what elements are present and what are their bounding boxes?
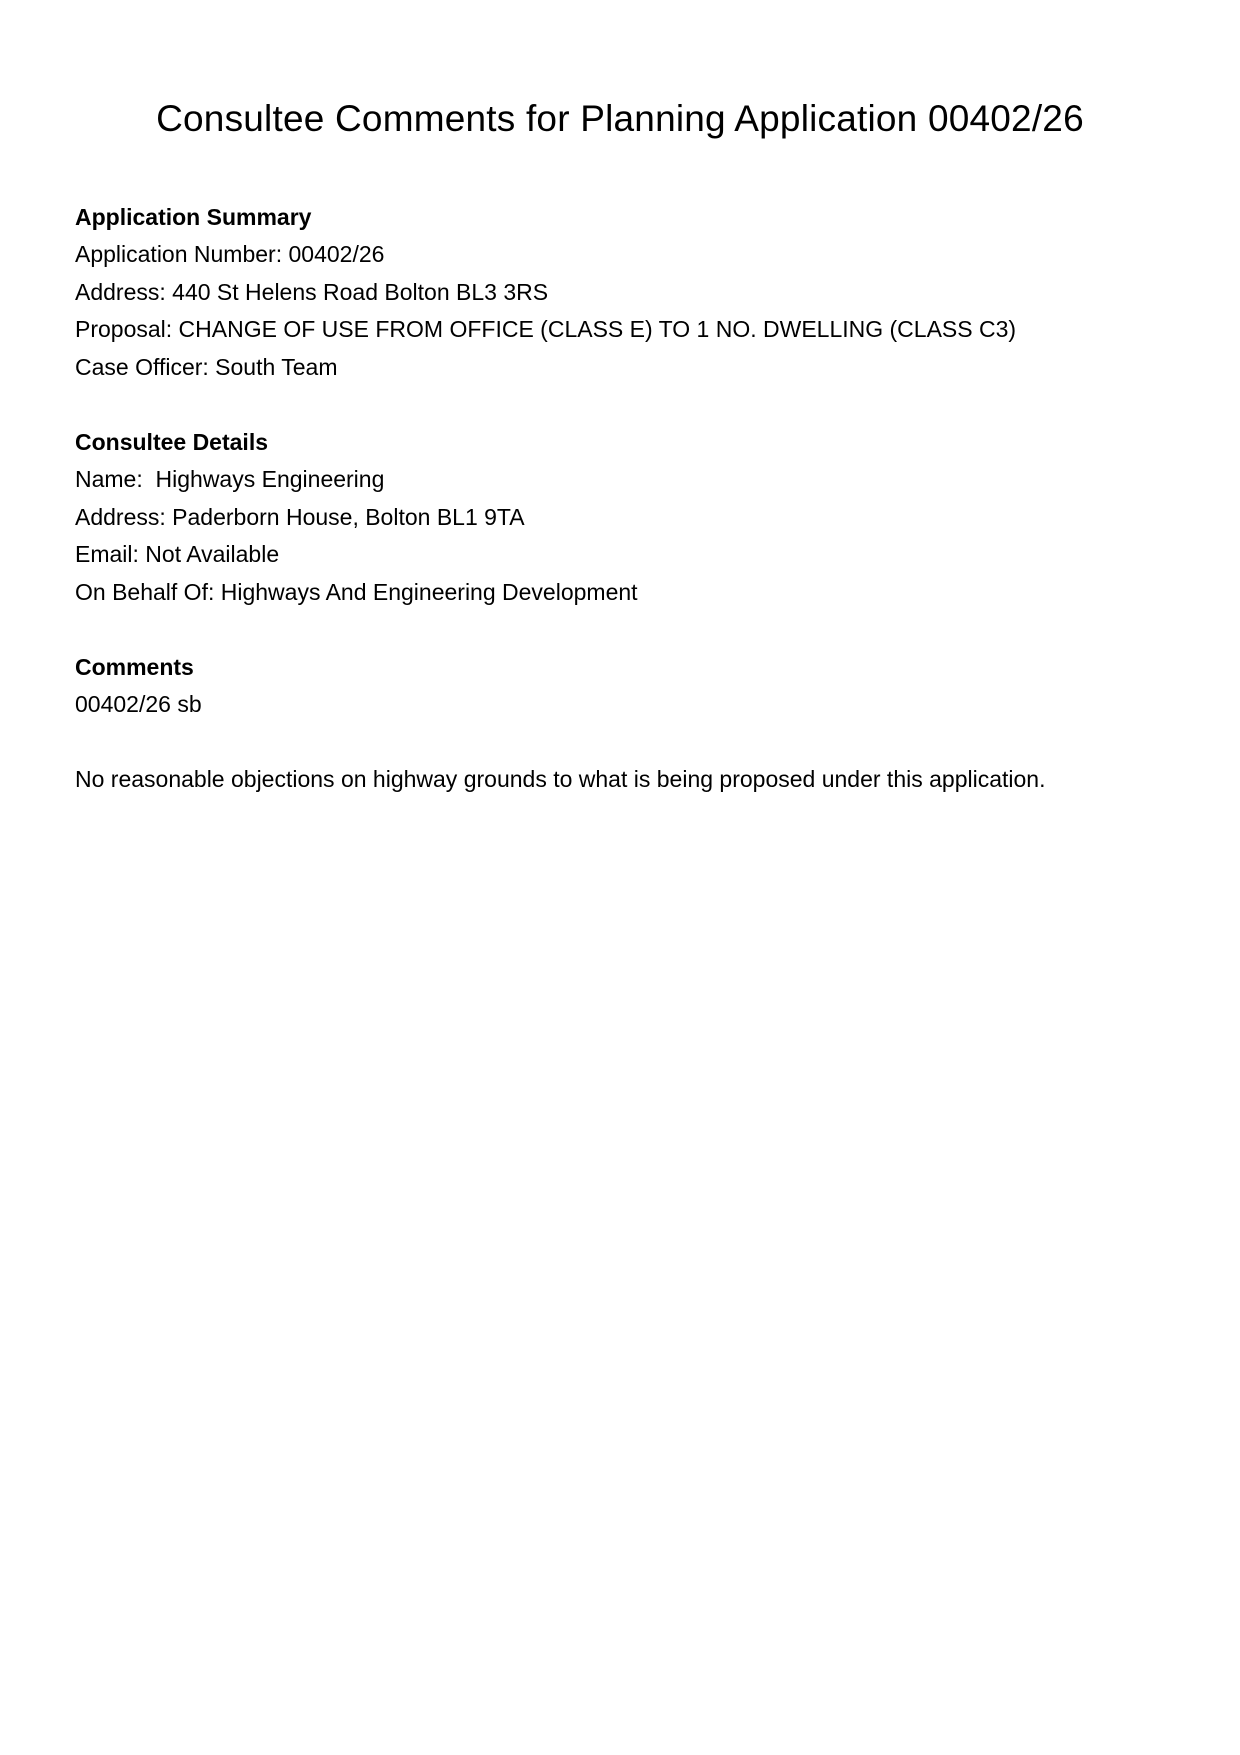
comments-heading: Comments — [75, 654, 194, 680]
consultee-details-section — [75, 423, 1175, 611]
application-address: Address: 440 St Helens Road Bolton BL3 3RS — [75, 278, 549, 305]
consultee-email: Email: Not Available — [75, 541, 280, 567]
application-number: Application Number: 00402/26 — [75, 241, 385, 267]
consultee-details-heading: Consultee Details — [75, 429, 268, 455]
comment-reference: 00402/26 sb — [75, 691, 202, 717]
comment-body: No reasonable objections on highway grounds to what is being proposed under this application. — [75, 766, 1046, 792]
application-summary-section — [75, 198, 1175, 386]
consultee-on-behalf-of: On Behalf Of: Highways And Engineering Development — [75, 578, 638, 605]
comments-section — [75, 648, 1175, 799]
consultee-name: Name: Highways Engineering — [75, 466, 385, 492]
application-summary-heading: Application Summary — [75, 204, 312, 230]
case-officer: Case Officer: South Team — [75, 353, 338, 380]
page-title: Consultee Comments for Planning Application 00402/26 — [156, 98, 1084, 139]
application-proposal: Proposal: CHANGE OF USE FROM OFFICE (CLASS E) TO 1 NO. DWELLING (CLASS C3) — [75, 316, 1017, 342]
consultee-address: Address: Paderborn House, Bolton BL1 9TA — [75, 503, 525, 530]
